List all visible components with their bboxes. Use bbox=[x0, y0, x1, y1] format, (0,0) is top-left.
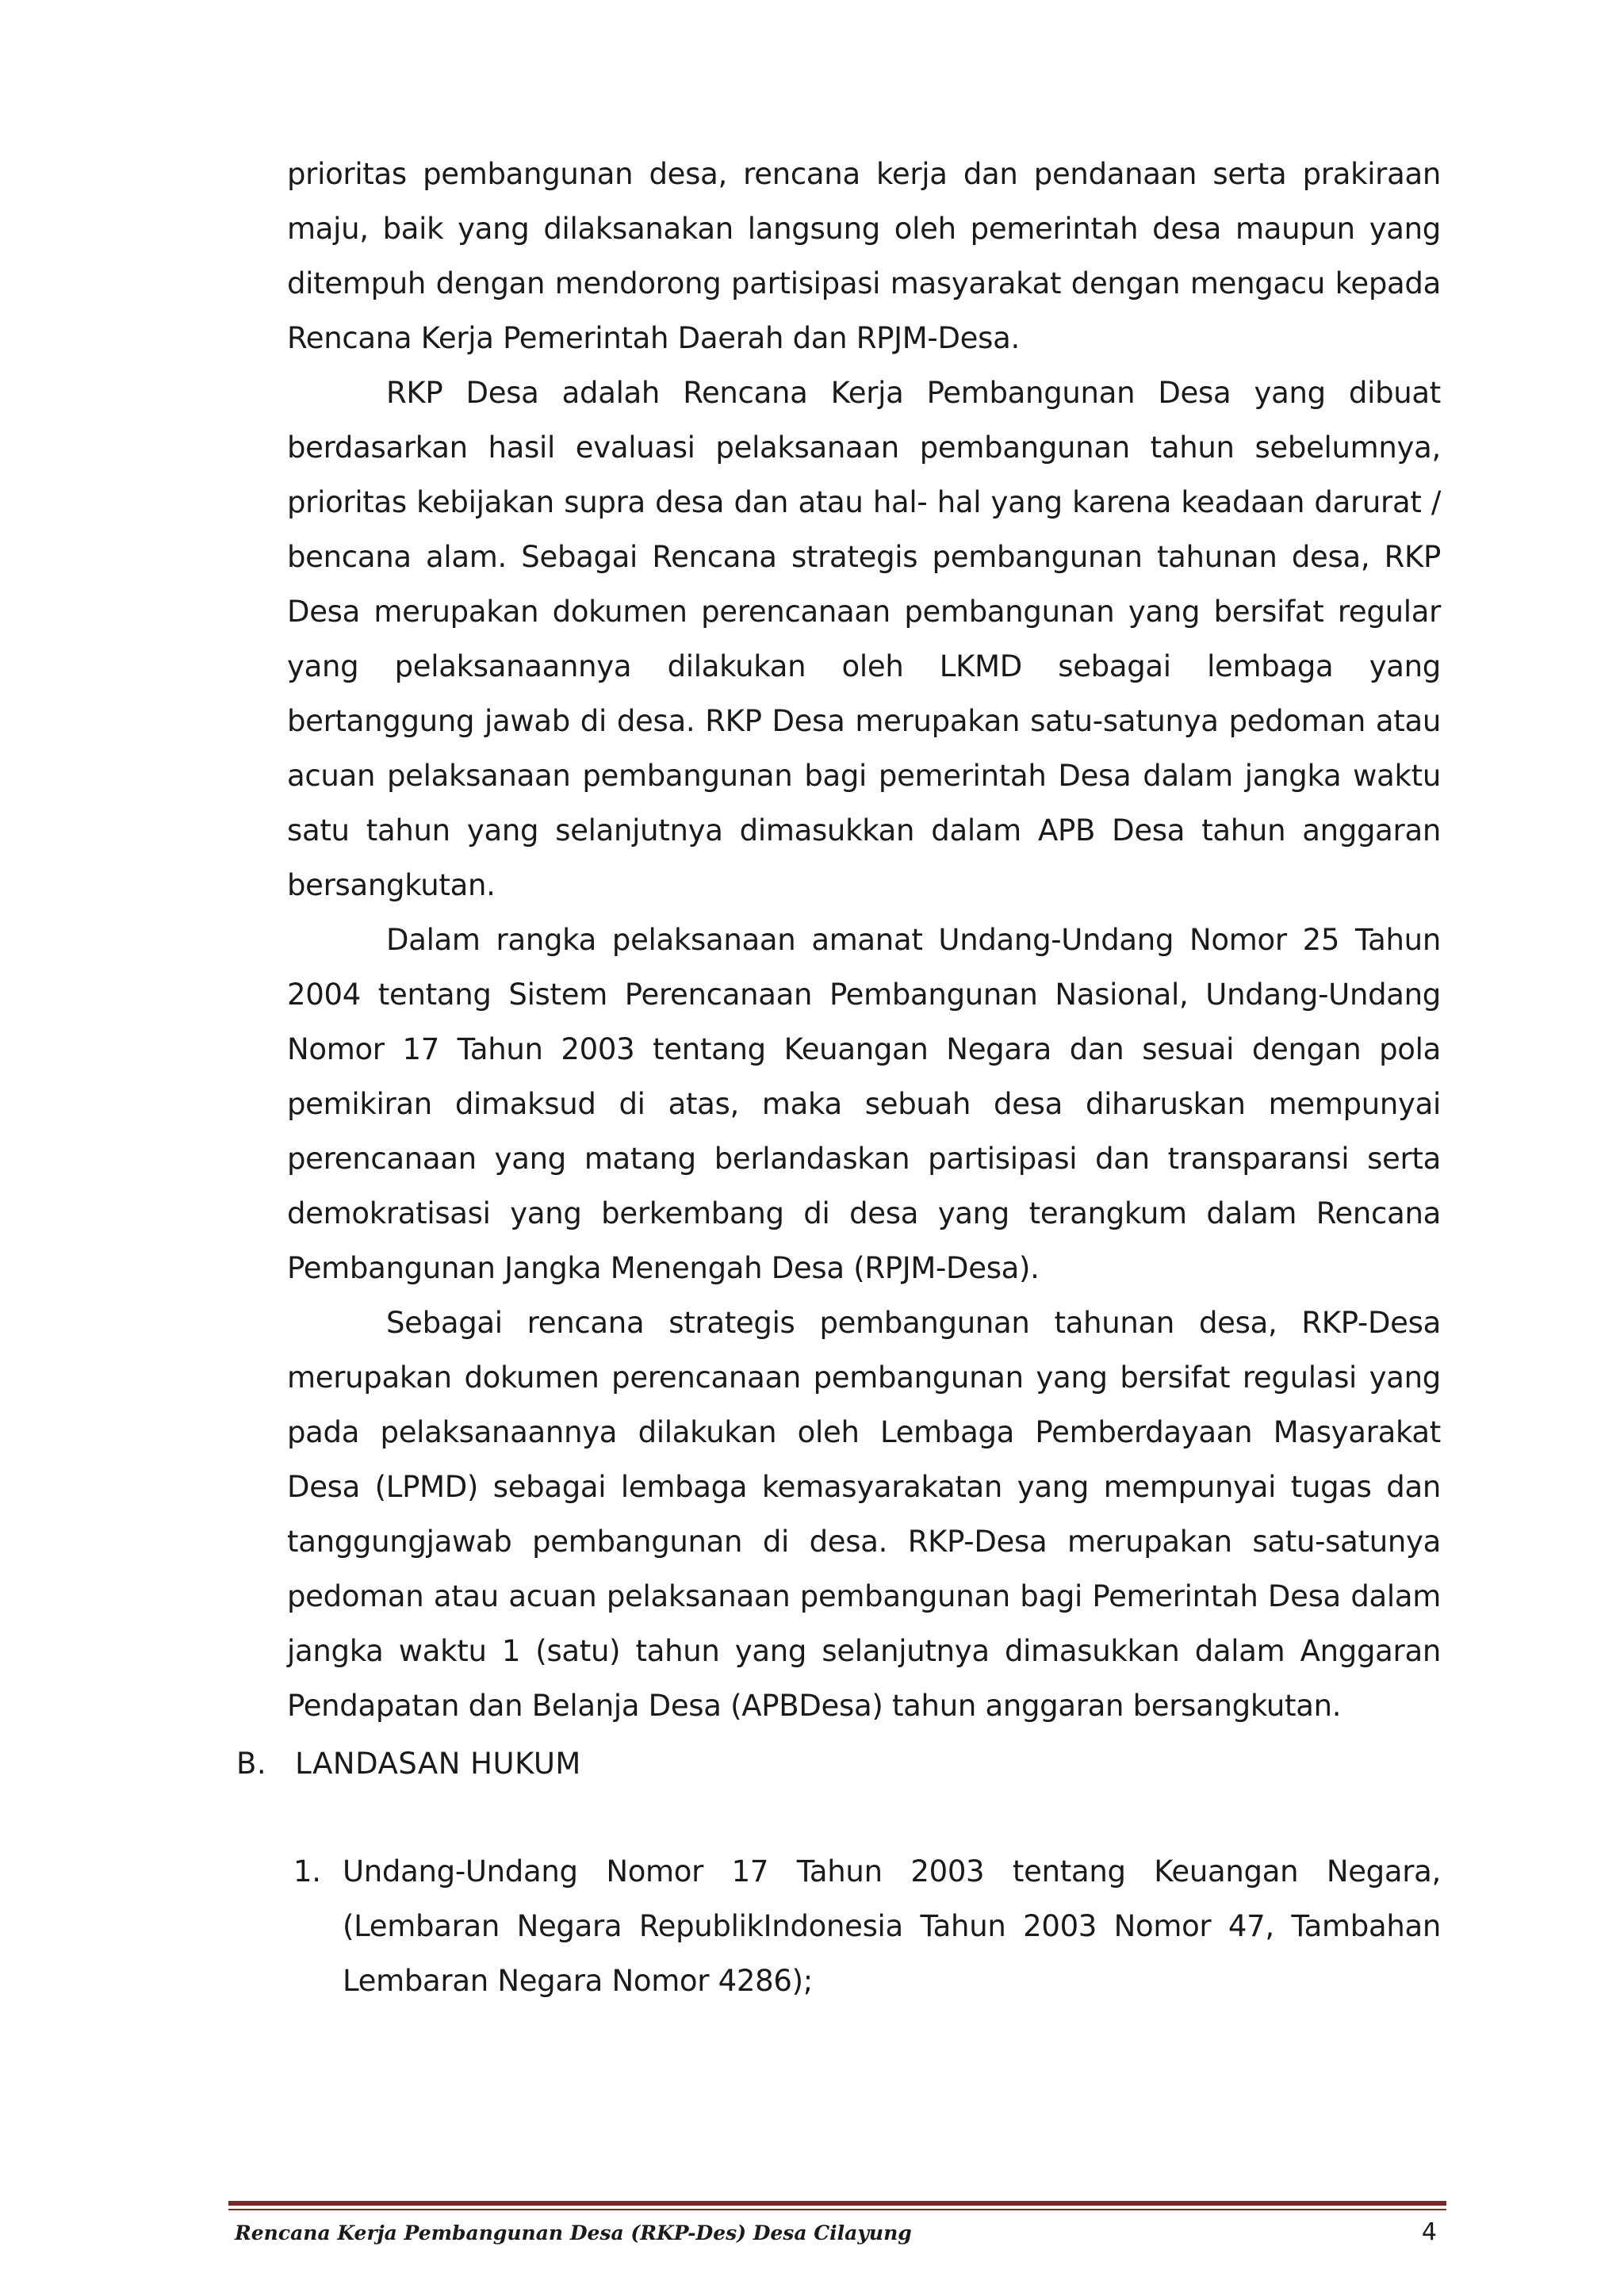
body-text bbox=[287, 147, 1441, 1733]
footer-document-title: Rencana Kerja Pembangunan Desa (RKP-Des) Desa Cilayung bbox=[235, 2221, 912, 2244]
list-item-text: Undang-Undang Nomor 17 Tahun 2003 tentang Keuangan Negara, (Lembaran Negara RepublikIndonesia Tahun 2003 Nomor 47, Tambahan Lembaran Negara Nomor 4286); bbox=[343, 1854, 1441, 1998]
footer-divider-thick bbox=[228, 2201, 1446, 2206]
page-number: 4 bbox=[1421, 2218, 1437, 2246]
section-title: LANDASAN HUKUM bbox=[295, 1747, 581, 1781]
section-marker: B. bbox=[236, 1747, 267, 1781]
footer-divider-thin bbox=[228, 2209, 1446, 2210]
paragraph-strategic-plan: Sebagai rencana strategis pembangunan tahunan desa, RKP-Desa merupakan dokumen perencanaan pembangunan yang bersifat regulasi yang pada pelaksanaannya dilakukan oleh Lembaga Pemberdayaan Masyarakat Desa (LPMD) sebagai lembaga kemasyarakatan yang mempunyai tugas dan tanggungjawab pembangunan di desa. RKP-Desa merupakan satu-satunya pedoman atau acuan pelaksanaan pembangunan bagi Pemerintah Desa dalam jangka waktu 1 (satu) tahun yang selanjutnya dimasukkan dalam Anggaran Pendapatan dan Belanja Desa (APBDesa) tahun anggaran bersangkutan. bbox=[287, 1306, 1441, 1723]
list-item-number: 1. bbox=[293, 1854, 321, 1888]
paragraph-rkp-desa-definition: RKP Desa adalah Rencana Kerja Pembangunan Desa yang dibuat berdasarkan hasil evaluasi pelaksanaan pembangunan tahun sebelumnya, prioritas kebijakan supra desa dan atau hal- hal yang karena keadaan darurat / bencana alam. Sebagai Rencana strategis pembangunan tahunan desa, RKP Desa merupakan dokumen perencanaan pembangunan yang bersifat regular yang pelaksanaannya dilakukan oleh LKMD sebagai lembaga yang bertanggung jawab di desa. RKP Desa merupakan satu-satunya pedoman atau acuan pelaksanaan pembangunan bagi pemerintah Desa dalam jangka waktu satu tahun yang selanjutnya dimasukkan dalam APB Desa tahun anggaran bersangkutan. bbox=[287, 376, 1441, 902]
list-item bbox=[293, 1844, 1441, 2008]
legal-basis-list bbox=[293, 1844, 1441, 2008]
paragraph-continuation: prioritas pembangunan desa, rencana kerja dan pendanaan serta prakiraan maju, baik yang dilaksanakan langsung oleh pemerintah desa maupun yang ditempuh dengan mendorong partisipasi masyarakat dengan mengacu kepada Rencana Kerja Pemerintah Daerah dan RPJM-Desa. bbox=[287, 157, 1441, 355]
section-heading bbox=[236, 1736, 581, 1791]
paragraph-legal-mandate: Dalam rangka pelaksanaan amanat Undang-Undang Nomor 25 Tahun 2004 tentang Sistem Perencanaan Pembangunan Nasional, Undang-Undang Nomor 17 Tahun 2003 tentang Keuangan Negara dan sesuai dengan pola pemikiran dimaksud di atas, maka sebuah desa diharuskan mempunyai perencanaan yang matang berlandaskan partisipasi dan transparansi serta demokratisasi yang berkembang di desa yang terangkum dalam Rencana Pembangunan Jangka Menengah Desa (RPJM-Desa). bbox=[287, 923, 1441, 1285]
